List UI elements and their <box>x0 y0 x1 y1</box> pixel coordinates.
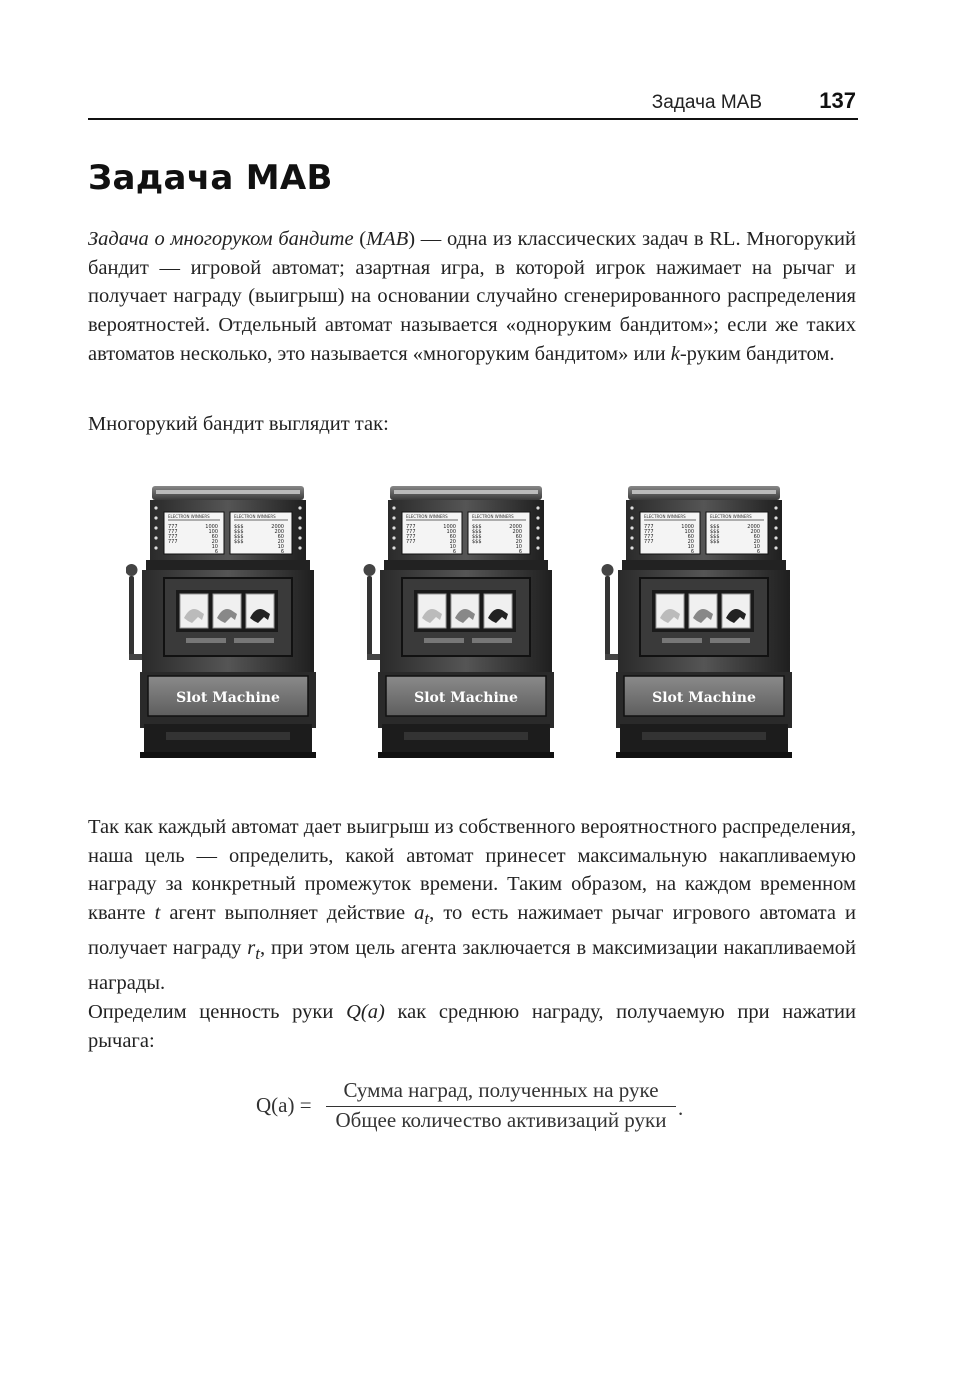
paytable-symbol: $$$ <box>710 524 720 530</box>
symbol-r: r <box>247 936 256 959</box>
paytable-symbol: $$$ <box>710 529 720 535</box>
paytable-symbol: 777 <box>406 524 416 530</box>
slot-machine <box>126 486 316 758</box>
paytable-value: 60 <box>753 534 760 540</box>
paytable-value: 6 <box>690 549 694 555</box>
slot-machine <box>602 486 793 758</box>
p3-text-c: , то есть нажимает рычаг игрового автомата и получает награду <box>88 902 856 959</box>
p3-text-b: агент выполняет действие <box>160 902 415 925</box>
section-heading: Задача MAB <box>88 158 333 198</box>
paytable-value: 100 <box>208 529 218 535</box>
symbol-a-subscript: t <box>424 909 430 929</box>
paytable-value: 6 <box>214 549 218 555</box>
paytable-symbol: $$$ <box>472 539 482 545</box>
slot-machine-body <box>602 486 793 758</box>
p1-text-b: -руким бандитом. <box>679 342 835 365</box>
paytable-value: 20 <box>687 539 694 545</box>
paytable-value: 60 <box>449 534 456 540</box>
formula-lhs: Q(a) = <box>256 1093 312 1117</box>
formula-period: . <box>678 1096 684 1120</box>
paytable-symbol: $$$ <box>472 534 482 540</box>
symbol-k: k <box>670 342 680 365</box>
paytable-symbol: 777 <box>168 524 178 530</box>
paytable-value: 60 <box>211 534 218 540</box>
paytable-symbol: 777 <box>168 529 178 535</box>
paytable-value: 6 <box>452 549 456 555</box>
symbol-a: a <box>414 902 425 925</box>
paytable-value: 100 <box>684 529 694 535</box>
paytable-heading: ELECTRON WINNERS <box>406 514 448 519</box>
paytable-symbol: $$$ <box>234 539 244 545</box>
paytable-value: 10 <box>277 544 284 550</box>
paytable-value: 10 <box>211 544 218 550</box>
paytable-value: 20 <box>211 539 218 545</box>
symbol-q-argument: (a) <box>360 1001 385 1023</box>
p4-text-b: как среднюю награду, получаемую при нажатии рычага: <box>88 1001 856 1052</box>
paytable-symbol: 777 <box>644 534 654 540</box>
paytable-symbol: 777 <box>406 529 416 535</box>
page-number: 137 <box>819 88 856 113</box>
symbol-q: Q <box>346 1001 361 1023</box>
paytable-value: 20 <box>753 539 760 545</box>
slot-machine-body <box>364 486 555 758</box>
paytable-symbol: 777 <box>644 529 654 535</box>
arm-value-paragraph <box>88 998 856 1055</box>
paytable-symbol: $$$ <box>710 534 720 540</box>
paytable-symbol: 777 <box>406 539 416 545</box>
slot-machine <box>364 486 555 758</box>
slot-machine-label: Slot Machine <box>176 690 280 706</box>
goal-paragraph <box>88 813 856 997</box>
paytable-value: 1000 <box>443 524 456 530</box>
p1-abbr-open: ( <box>353 228 367 250</box>
paytable-symbol: $$$ <box>472 524 482 530</box>
paytable-value: 10 <box>515 544 522 550</box>
paytable-value: 10 <box>449 544 456 550</box>
paytable-value: 200 <box>750 529 760 535</box>
arm-value-formula <box>256 1076 696 1136</box>
paytable-value: 1000 <box>681 524 694 530</box>
paytable-symbol: 777 <box>168 539 178 545</box>
intro-paragraph <box>88 225 856 369</box>
paytable-value: 2000 <box>509 524 522 530</box>
symbol-r-subscript: t <box>255 944 260 963</box>
paytable-value: 1000 <box>205 524 218 530</box>
paytable-value: 20 <box>277 539 284 545</box>
paytable-heading: ELECTRON WINNERS <box>234 514 276 519</box>
paytable-heading: ELECTRON WINNERS <box>472 514 514 519</box>
paytable-symbol: 777 <box>168 534 178 540</box>
paytable-value: 20 <box>515 539 522 545</box>
paytable-value: 100 <box>446 529 456 535</box>
paytable-symbol: $$$ <box>472 529 482 535</box>
figure-lead-paragraph: Многорукий бандит выглядит так: <box>88 413 389 435</box>
paytable-symbol: $$$ <box>234 524 244 530</box>
p1-text-a: ) — одна из классических задач в RL. Многорукий бандит — игровой автомат; азартная игра, в которой игрок нажимает на рычаг и получает награду (выигрыш) на основании случайно сгенерированного распределения вероятностей. Отдельный автомат называется «одноруким бандитом»; если же таких автоматов несколько, это называется «многоруким бандитом» или <box>88 228 856 365</box>
p3-text-a: Так как каждый автомат дает выигрыш из собственного вероятностного распределения, наша цель — определить, какой автомат принесет максимальную накапливаемую награду за конкретный промежуток времени. Таким образом, на каждом временном кванте <box>88 816 856 925</box>
paytable-value: 60 <box>687 534 694 540</box>
slot-machine-label: Slot Machine <box>414 690 518 706</box>
formula-denominator: Общее количество активизаций руки <box>335 1108 667 1132</box>
paytable-symbol: $$$ <box>710 539 720 545</box>
slot-machine-body <box>126 486 316 758</box>
paytable-value: 60 <box>515 534 522 540</box>
paytable-heading: ELECTRON WINNERS <box>644 514 686 519</box>
running-title: Задача MAB <box>651 92 762 113</box>
paytable-symbol: 777 <box>644 539 654 545</box>
paytable-heading: ELECTRON WINNERS <box>168 514 210 519</box>
term-mab: Задача о многоруком бандите <box>88 228 354 250</box>
paytable-value: 6 <box>756 549 760 555</box>
formula-numerator: Сумма наград, полученных на руке <box>343 1078 659 1102</box>
slot-machines-illustration <box>126 486 816 766</box>
fraction-bar <box>326 1106 676 1107</box>
paytable-value: 2000 <box>747 524 760 530</box>
paytable-value: 60 <box>277 534 284 540</box>
paytable-symbol: 777 <box>406 534 416 540</box>
paytable-value: 2000 <box>271 524 284 530</box>
paytable-value: 10 <box>687 544 694 550</box>
paytable-value: 200 <box>512 529 522 535</box>
paytable-symbol: 777 <box>644 524 654 530</box>
running-header <box>88 86 858 120</box>
abbr-mab: MAB <box>366 228 409 250</box>
paytable-value: 10 <box>753 544 760 550</box>
slot-machines-figure <box>126 486 816 766</box>
paytable-heading: ELECTRON WINNERS <box>710 514 752 519</box>
p3-text-d: , при этом цель агента заключается в максимизации накапливаемой награды. <box>88 936 857 994</box>
paytable-value: 6 <box>280 549 284 555</box>
paytable-value: 200 <box>274 529 284 535</box>
p4-text-a: Определим ценность руки <box>88 1001 347 1023</box>
slot-machine-label: Slot Machine <box>652 690 756 706</box>
paytable-value: 20 <box>449 539 456 545</box>
paytable-value: 6 <box>518 549 522 555</box>
paytable-symbol: $$$ <box>234 534 244 540</box>
symbol-t: t <box>154 902 161 925</box>
paytable-symbol: $$$ <box>234 529 244 535</box>
